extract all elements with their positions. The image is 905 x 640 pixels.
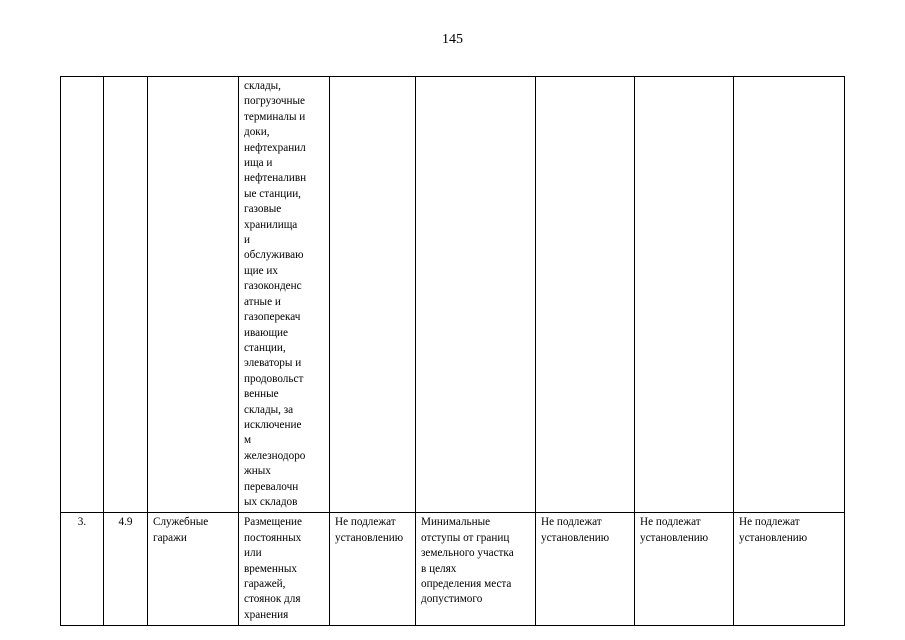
cell-text-line: Не подлежат bbox=[640, 516, 701, 529]
column-5-cell bbox=[330, 513, 416, 626]
code-cell bbox=[104, 77, 148, 513]
cell-text-line: перевалочн bbox=[244, 480, 299, 493]
code-cell: 4.9 bbox=[104, 513, 148, 626]
cell-text-line: хранилища bbox=[244, 218, 298, 231]
cell-text-line: установлению bbox=[335, 531, 404, 544]
cell-text-line: нефтехранил bbox=[244, 141, 306, 154]
name-cell bbox=[148, 77, 239, 513]
cell-text-line: венные bbox=[244, 388, 279, 401]
cell-text-line: стоянок для bbox=[244, 593, 301, 606]
cell-text-line: Минимальные bbox=[421, 516, 491, 529]
cell-text-line: станции, bbox=[244, 341, 286, 354]
regulations-table bbox=[60, 76, 845, 626]
column-8-cell bbox=[635, 513, 734, 626]
cell-text-line: ые станции, bbox=[244, 187, 301, 200]
cell-text-line: хранения bbox=[244, 608, 289, 621]
column-9-cell bbox=[734, 77, 845, 513]
cell-text-line: продовольст bbox=[244, 372, 304, 385]
column-7-cell bbox=[536, 77, 635, 513]
cell-text-line: гаражи bbox=[153, 531, 187, 544]
cell-text-line: установлению bbox=[739, 531, 808, 544]
cell-text-line: отступы от границ bbox=[421, 531, 510, 544]
cell-text-line: гаражей, bbox=[244, 578, 286, 590]
cell-text-line: жных bbox=[244, 465, 271, 478]
column-6-cell bbox=[416, 513, 536, 626]
name-cell bbox=[148, 513, 239, 626]
cell-text-line: газовые bbox=[244, 203, 282, 216]
cell-text-line: щие их bbox=[244, 264, 278, 277]
table-row bbox=[61, 513, 845, 626]
cell-text-line: установлению bbox=[640, 531, 709, 544]
cell-text-line: Размещение bbox=[244, 516, 303, 529]
column-5-cell bbox=[330, 77, 416, 513]
cell-text-line: временных bbox=[244, 562, 297, 575]
cell-text-line: определения места bbox=[421, 578, 512, 590]
cell-text-line: ища и bbox=[244, 157, 273, 170]
column-6-cell bbox=[416, 77, 536, 513]
column-8-cell bbox=[635, 77, 734, 513]
column-7-cell bbox=[536, 513, 635, 626]
page-number: 145 bbox=[442, 32, 463, 47]
cell-text-line: погрузочные bbox=[244, 95, 305, 108]
table-row bbox=[61, 77, 845, 513]
cell-text-line: ивающие bbox=[244, 326, 289, 339]
cell-text-line: газоперекач bbox=[244, 311, 301, 324]
description-cell bbox=[239, 513, 330, 626]
cell-text-line: железнодоро bbox=[244, 449, 306, 462]
cell-text-line: в целях bbox=[421, 562, 457, 575]
cell-text-line: исключение bbox=[244, 418, 302, 431]
cell-text-line: склады, bbox=[244, 80, 281, 92]
cell-text-line: атные и bbox=[244, 295, 281, 308]
cell-text-line: нефтеналивн bbox=[244, 172, 307, 185]
cell-text-line: м bbox=[244, 434, 252, 447]
cell-text-line: Не подлежат bbox=[541, 516, 602, 529]
cell-text-line: терминалы и bbox=[244, 110, 306, 123]
cell-text-line: Не подлежат bbox=[335, 516, 396, 529]
cell-text-line: постоянных bbox=[244, 531, 302, 544]
cell-text-line: Служебные bbox=[153, 516, 209, 529]
cell-text-line: доки, bbox=[244, 126, 270, 139]
cell-text-line: установлению bbox=[541, 531, 610, 544]
cell-text-line: обслуживаю bbox=[244, 249, 304, 262]
cell-text-line: земельного участка bbox=[421, 547, 514, 560]
description-cell bbox=[239, 77, 330, 513]
cell-text-line: допустимого bbox=[421, 593, 483, 606]
cell-text-line: или bbox=[244, 547, 262, 560]
cell-text-line: газоконденс bbox=[244, 280, 302, 293]
row-number-cell bbox=[61, 77, 104, 513]
cell-text-line: склады, за bbox=[244, 403, 294, 416]
cell-text-line: Не подлежат bbox=[739, 516, 800, 529]
row-number-cell: 3. bbox=[61, 513, 104, 626]
column-9-cell bbox=[734, 513, 845, 626]
cell-text-line: элеваторы и bbox=[244, 357, 302, 370]
cell-text-line: ых складов bbox=[244, 495, 298, 508]
cell-text-line: и bbox=[244, 234, 250, 247]
